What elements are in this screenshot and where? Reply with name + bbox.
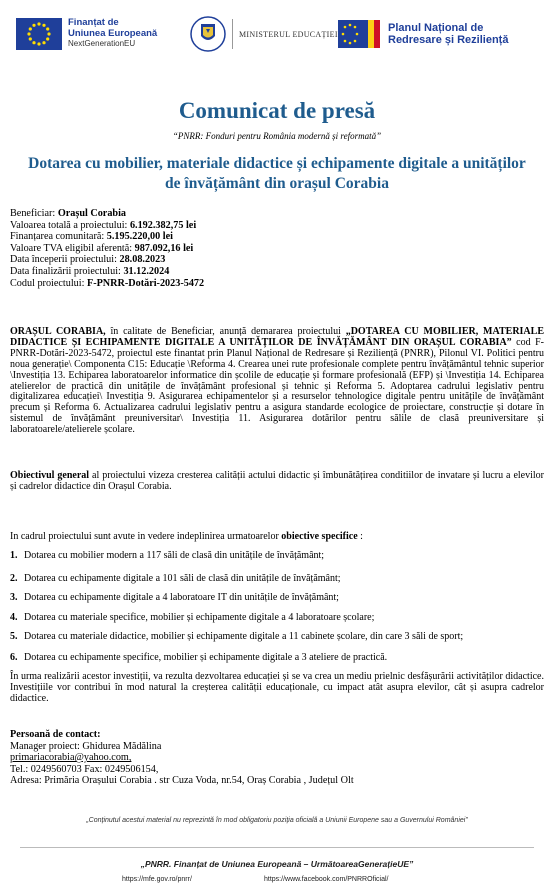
footer-tagline: „PNRR. Finanțat de Uniunea Europeană – UrmătoareaGenerațieUE”	[140, 859, 414, 869]
list-text: Dotarea cu materiale specifice, mobilier și echipamente digitale a 4 laboratoare școlare;	[24, 612, 375, 623]
ministry-logo	[190, 14, 338, 54]
info-label: Valoare TVA eligibil aferentă:	[10, 242, 135, 254]
project-info	[10, 208, 204, 289]
eu-line2: Uniunea Europeană	[68, 27, 158, 39]
info-label: Codul proiectului:	[10, 277, 87, 289]
list-number: 1.	[10, 550, 18, 561]
info-label: Beneficiar:	[10, 208, 58, 219]
info-row	[10, 220, 204, 232]
info-value: Orașul Corabia	[57, 208, 127, 219]
intro-text: în calitate de Beneficiar, anunță demararea proiectului	[105, 326, 346, 337]
pnrr-website-link[interactable]: https://mfe.gov.ro/pnrr/	[122, 876, 192, 883]
page-subtitle: “PNRR: Fonduri pentru România modernă și reformată”	[172, 131, 382, 141]
specific-objectives-intro	[10, 532, 544, 543]
list-text: Dotarea cu echipamente digitale a 4 laboratoare IT din unitățile de învățământ;	[24, 592, 339, 603]
info-label: Valoarea totală a proiectului:	[10, 219, 130, 231]
info-value: 6.192.382,75 lei	[129, 219, 197, 231]
list-text: Dotarea cu materiale didactice, mobilier și echipamente digitale a 11 cabinete școlare, din care 3 săli de sport;	[24, 631, 464, 642]
page-title: Comunicat de presă	[178, 98, 376, 123]
disclaimer: „Conținutul acestui material nu reprezintă în mod obligatoriu poziția oficială a Uniunii Europene sau a Guvernului României”	[86, 817, 468, 824]
contact-address: Adresa: Primăria Orașului Corabia . str Cuza Voda, nr.54, Oraș Corabia , Județul Olt	[10, 775, 354, 787]
pnrr-line2: Redresare și Reziliență	[388, 34, 509, 46]
project-heading: Dotarea cu mobilier, materiale didactice și echipamente digitale a unităților de învățământ din orașul Corabia	[28, 155, 526, 192]
info-row	[10, 243, 204, 255]
list-text: Dotarea cu echipamente digitale a 101 săli de clasă din unitățile de învățământ;	[24, 573, 341, 584]
eu-logo	[16, 18, 157, 50]
contact-email-link[interactable]: primariacorabia@yahoo.com,	[10, 752, 132, 764]
info-value: 28.08.2023	[119, 254, 166, 266]
contact-manager: Manager proiect: Ghidurea Mădălina	[10, 740, 162, 752]
list-text: Dotarea cu mobilier modern a 117 săli de clasă din unitățile de învățământ;	[24, 550, 325, 561]
contact-label: Persoană de contact:	[10, 729, 101, 740]
beneficiary-name: ORAȘUL CORABIA,	[10, 326, 106, 337]
info-label: Data începerii proiectului:	[10, 254, 120, 266]
list-item	[10, 573, 544, 584]
info-value: 31.12.2024	[123, 265, 170, 277]
general-objective-label: Obiectivul general	[10, 470, 90, 481]
list-number: 2.	[10, 573, 18, 584]
list-item	[10, 631, 544, 642]
list-text: Dotarea cu echipamente specifice, mobilier și echipamente digitale a 3 ateliere de practică.	[24, 652, 388, 663]
crest-icon	[190, 14, 226, 54]
info-value: F-PNRR-Dotări-2023-5472	[86, 277, 205, 289]
info-value: 987.092,16 lei	[134, 242, 194, 254]
footer-divider	[20, 847, 534, 848]
eu-line3: NextGenerationEU	[68, 39, 136, 48]
specific-intro-tail: :	[357, 531, 363, 542]
list-number: 4.	[10, 612, 18, 623]
header-logos	[0, 14, 554, 60]
info-row	[10, 254, 204, 266]
specific-intro-bold: obiective specifice	[281, 531, 358, 542]
facebook-link[interactable]: https://www.facebook.com/PNRROficial/	[264, 876, 389, 883]
intro-text-continued: cod F-PNRR-Dotări-2023-5472, proiectul este finantat prin Planul Național de Redresare și Reziliență (PNRR), Pilonul VI. Politici pentru noua generație\ Componenta C15: Educație \Reforma 4. Crearea unei rute profesionale complete pentru învățământul tehnic superior \Investiția 13. Echiparea laboratoarelor informatice din școlile de educație și formare profesională (EFP) și \Investiția 14. Echiparea atelierelor de practică din unitățile de învățământ profesional și tehnic și Reforma 5. Adoptarea cadrului legislativ pentru digitalizarea educației\ Investiția 9. Asigurarea echipamentelor și a resurselor tehnologice digitale pentru unitățile de învățământ precum și Reforma 6. Actualizarea cadrului legislativ pentru a asigura standarde ecologice de proiectare, construcție și dotare în sistemul de învățământ preuniversitar\ Investiția 11. Asigurarea dotărilor pentru sălile de clasă preuniversitare și laboratoarele/atelierele școlare.	[10, 336, 544, 436]
eu-flag-icon	[16, 18, 62, 50]
general-objective-text: al proiectului vizeza cresterea calității actului didactic și îmbunătățirea conditiilor de invatare și lucru a elevilor și cadrelor didactice din Orașul Corabia.	[10, 470, 544, 492]
list-item	[10, 612, 544, 623]
list-item	[10, 652, 544, 663]
list-item	[10, 550, 544, 561]
eu-text	[68, 18, 157, 50]
intro-paragraph	[10, 327, 544, 436]
contact-block	[10, 729, 354, 787]
list-number: 5.	[10, 631, 18, 642]
info-row	[10, 266, 204, 278]
pnrr-line1: Planul Național de	[388, 21, 484, 34]
info-row	[10, 278, 204, 290]
ministry-divider	[232, 19, 233, 49]
contact-phone: Tel.: 0249560703 Fax: 0249506154,	[10, 763, 159, 775]
pnrr-text	[388, 22, 508, 47]
ministry-name: MINISTERUL EDUCAȚIEI	[239, 29, 338, 39]
info-row	[10, 231, 204, 243]
pnrr-flag-icon	[338, 20, 382, 48]
list-item	[10, 592, 544, 603]
info-value: 5.195.220,00 lei	[106, 231, 173, 243]
list-number: 6.	[10, 652, 18, 663]
info-row	[10, 208, 204, 220]
specific-intro-text: In cadrul proiectului sunt avute in vedere indeplinirea urmatoarelor	[10, 531, 282, 542]
pnrr-logo	[338, 20, 508, 48]
info-label: Data finalizării proiectului:	[10, 265, 124, 277]
list-number: 3.	[10, 592, 18, 603]
info-label: Finanțarea comunitară:	[10, 231, 107, 243]
general-objective-paragraph	[10, 471, 544, 493]
eu-line1: Finanțat de	[68, 17, 119, 28]
results-paragraph: În urma realizării acestor investiții, va rezulta dezvoltarea educației și se va crea un mediu prielnic desfășurării activităților didactice. Investițiile vor contribui în mod natural la creșterea calității educaționale, cu impact atât asupra elevilor, cât și asupra cadrelor didactice.	[10, 671, 544, 704]
project-name: „DOTAREA CU MOBILIER, MATERIALE DIDACTICE ȘI ECHIPAMENTE DIGITALE A UNITĂȚILOR DE ÎNVĂȚĂMÂNT DIN ORAȘUL CORABIA”	[10, 326, 544, 348]
